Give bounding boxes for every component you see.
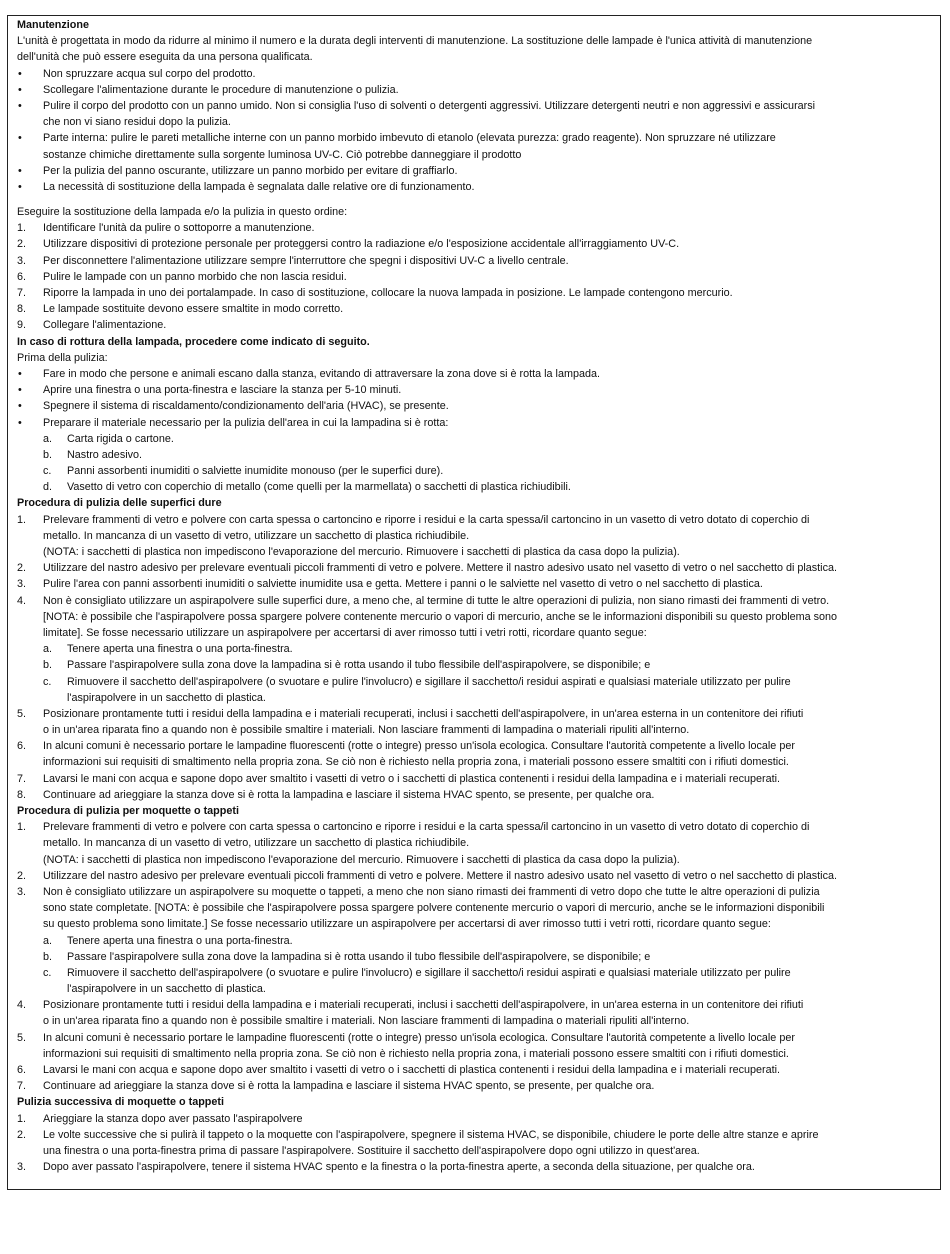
item-text: Lavarsi le mani con acqua e sapone dopo aver smaltito i vasetti di vetro o i sacchetti di plastica contenenti i residui della lampadina e i materiali recuperati. [43,772,780,785]
sub-item [17,965,932,981]
section-5 [17,1094,932,1175]
sub-item [17,463,932,479]
item-text: Utilizzare del nastro adesivo per prelevare eventuali piccoli frammenti di vetro e polvere. Mettere il nastro adesivo usato nel vasetto di vetro o nel sacchetto di plastica. [43,869,837,882]
sub-item [17,674,932,690]
intro-text: Prima della pulizia: [17,351,108,364]
bullet-item [17,415,932,431]
numbered-item [17,997,932,1013]
item-number: 7. [17,772,27,785]
sub-item-text: Passare l'aspirapolvere sulla zona dove la lampadina si è rotta usando il tubo flessibile dell'aspirapolvere, se disponibile; e [67,950,651,963]
item-number: 1. [17,222,27,235]
sub-item-text: Carta rigida o cartone. [67,432,174,445]
numbered-item [17,738,932,754]
item-text: Utilizzare del nastro adesivo per prelevare eventuali piccoli frammenti di vetro e polvere. Mettere il nastro adesivo usato nel vasetto di vetro o nel sacchetto di plastica. [43,562,837,575]
item-text-continuation: o in un'area riparata fino a quando non è possibile smaltire i materiali. Non lasciare frammenti di lampadina o materiali ripuliti all'interno. [43,724,690,737]
item-text: In alcuni comuni è necessario portare le lampadine fluorescenti (rotte o integre) presso un'isola ecologica. Consultare l'autorità competente a livello locale per [43,740,795,753]
section-1 [17,195,932,334]
section-heading: Pulizia successiva di moquette o tappeti [17,1096,224,1109]
item-text: Per disconnettere l'alimentazione utilizzare sempre l'interruttore che spegni i dispositivi UV-C a livello centrale. [43,254,569,267]
item-text: Collegare l'alimentazione. [43,319,167,332]
item-text: Posizionare prontamente tutti i residui della lampadina e i materiali recuperati, inclusi i sacchetti dell'aspirapolvere, in un'area esterna in un contenitore dei rifiuti [43,999,804,1012]
bullet-item [17,366,932,382]
item-number: 1. [17,1112,27,1125]
item-number: 5. [17,1031,27,1044]
paragraph-line: L'unità è progettata in modo da ridurre al minimo il numero e la durata degli interventi di manutenzione. La sostituzione delle lampade è l'unica attività di manutenzione [17,35,813,48]
item-text: Continuare ad arieggiare la stanza dove si è rotta la lampadina e lasciare il sistema HVAC spento, se presente, per qualche ora. [43,1080,655,1093]
section-heading: In caso di rottura della lampada, procedere come indicato di seguito. [17,335,370,348]
item-text: Utilizzare dispositivi di protezione personale per proteggersi contro la radiazione e/o l'esposizione accidentale all'irraggiamento UV-C. [43,238,680,251]
item-text: In alcuni comuni è necessario portare le lampadine fluorescenti (rotte o integre) presso un'isola ecologica. Consultare l'autorità competente a livello locale per [43,1031,795,1044]
item-text-continuation: (NOTA: i sacchetti di plastica non impediscono l'evaporazione del mercurio. Rimuovere i sacchetti di plastica da casa dopo la pulizia). [43,546,680,558]
item-text: Riporre la lampada in uno dei portalampade. In caso di sostituzione, collocare la nuova lampada in posizione. Le lampade contengono mercurio. [43,287,733,299]
sub-item-text: Panni assorbenti inumiditi o salviette inumidite monouso (per le superfici dure). [67,465,444,478]
sub-item-text: Passare l'aspirapolvere sulla zona dove la lampadina si è rotta usando il tubo flessibile dell'aspirapolvere, se disponibile; e [67,659,651,672]
item-number: 3. [17,885,27,898]
item-number: 3. [17,254,27,267]
item-number: 4. [17,999,27,1012]
item-text-continuation: su questo problema sono limitate.] Se fosse necessario utilizzare un aspirapolvere per accertarsi di aver rimosso tutti i vetri rotti, ricordare quanto segue: [43,918,771,931]
numbered-item [17,1078,932,1094]
sub-item-text: Tenere aperta una finestra o una porta-finestra. [67,934,293,947]
item-text-continuation: informazioni sui requisiti di smaltimento nella propria zona. Se ciò non è richiesto nella propria zona, i materiali possono essere smaltiti con i rifiuti domestici. [43,1047,789,1060]
sub-item-letter: a. [43,432,53,445]
bullet-item [17,66,932,82]
item-text: Identificare l'unità da pulire o sottoporre a manutenzione. [43,222,315,235]
item-text: Non è consigliato utilizzare un aspirapolvere sulle superfici dure, a meno che, al termine di tutte le altre operazioni di pulizia, non siano rimasti dei frammenti di vetro. [43,594,830,607]
sub-item-text: Tenere aperta una finestra o una porta-finestra. [67,643,293,656]
bullet-marker: • [18,132,22,145]
item-number: 7. [17,287,27,299]
sub-item-text: Vasetto di vetro con coperchio di metallo (come quelli per la marmellata) o sacchetti di plastica richiudibili. [67,481,571,494]
sub-item-letter: c. [43,675,52,688]
numbered-item [17,593,932,609]
numbered-item [17,576,932,592]
section-heading: Procedura di pulizia delle superfici dure [17,497,222,510]
item-text: Pulire l'area con panni assorbenti inumiditi o salviette inumidite usa e getta. Mettere i panni o le salviette nel vasetto di vetro o nel sacchetto di plastica. [43,578,763,591]
numbered-item [17,317,932,333]
sub-item-text-continuation: l'aspirapolvere in un sacchetto di plastica. [67,691,266,704]
numbered-item [17,819,932,835]
intro-text: Eseguire la sostituzione della lampada e/o la pulizia in questo ordine: [17,206,348,219]
item-number: 3. [17,1161,27,1174]
item-text-continuation: informazioni sui requisiti di smaltimento nella propria zona. Se ciò non è richiesto nella propria zona, i materiali possono essere smaltiti con i rifiuti domestici. [43,756,789,769]
numbered-item [17,285,932,301]
numbered-item [17,706,932,722]
bullet-item [17,82,932,98]
bullet-item [17,398,932,414]
item-number: 8. [17,788,27,801]
section-4 [17,803,932,1094]
section-spacer [17,195,932,204]
numbered-item [17,301,932,317]
item-text-continuation: o in un'area riparata fino a quando non è possibile smaltire i materiali. Non lasciare frammenti di lampadina o materiali ripuliti all'interno. [43,1015,690,1028]
sub-item [17,933,932,949]
item-text-continuation: sono state completate. [NOTA: è possibile che l'aspirapolvere possa spargere polvere contenente mercurio o vapori di mercurio, anche se le informazioni disponibili [43,902,825,915]
item-number: 2. [17,238,27,251]
item-text-continuation: metallo. In mancanza di un vasetto di vetro, utilizzare un sacchetto di plastica richiudibile. [43,529,470,542]
bullet-marker: • [18,83,22,96]
item-text: Prelevare frammenti di vetro e polvere con carta spessa o cartoncino e riporre i residui e la carta spessa/il cartoncino in un vasetto di vetro dotato di coperchio di [43,513,810,526]
item-number: 2. [17,562,27,575]
section-heading: Procedura di pulizia per moquette o tappeti [17,805,239,817]
item-text-continuation: sostanze chimiche direttamente sulla sorgente luminosa UV-C. Ciò potrebbe danneggiare il prodotto [43,148,522,161]
item-number: 1. [17,821,27,834]
sub-item [17,641,932,657]
item-text: Spegnere il sistema di riscaldamento/condizionamento dell'aria (HVAC), se presente. [43,400,449,413]
numbered-item [17,512,932,528]
item-text: Dopo aver passato l'aspirapolvere, tenere il sistema HVAC spento e la finestra o la porta-finestra aperte, a seconda della situazione, per qualche ora. [43,1161,755,1174]
numbered-item [17,1062,932,1078]
numbered-item [17,868,932,884]
item-number: 9. [17,319,27,332]
numbered-item [17,1159,932,1175]
sub-item [17,949,932,965]
sub-item-text: Nastro adesivo. [67,448,143,461]
item-text: Posizionare prontamente tutti i residui della lampadina e i materiali recuperati, inclusi i sacchetti dell'aspirapolvere, in un'area esterna in un contenitore dei rifiuti [43,707,804,720]
numbered-item [17,771,932,787]
bullet-item [17,163,932,179]
item-text: La necessità di sostituzione della lampada è segnalata dalle relative ore di funzionamento. [43,180,475,193]
sub-item-text: Rimuovere il sacchetto dell'aspirapolvere (o svuotare e pulire l'involucro) e sigillare il sacchetto/i residui aspirati e qualsiasi materiale utilizzato per pulire [67,675,791,688]
item-text: Arieggiare la stanza dopo aver passato l'aspirapolvere [43,1112,303,1125]
numbered-item [17,1127,932,1143]
item-number: 1. [17,513,27,526]
numbered-item [17,236,932,252]
item-text: Non spruzzare acqua sul corpo del prodotto. [43,67,256,80]
item-text-continuation: metallo. In mancanza di un vasetto di vetro, utilizzare un sacchetto di plastica richiudibile. [43,837,470,850]
item-text: Per la pulizia del panno oscurante, utilizzare un panno morbido per evitare di graffiarlo. [43,164,458,177]
item-text: Scollegare l'alimentazione durante le procedure di manutenzione o pulizia. [43,83,399,96]
numbered-item [17,1111,932,1127]
item-text: Preparare il materiale necessario per la pulizia dell'area in cui la lampadina si è rotta: [43,416,449,429]
bullet-marker: • [18,164,22,177]
section-3 [17,495,932,803]
item-text: Fare in modo che persone e animali escano dalla stanza, evitando di attraversare la zona dove si è rotta la lampada. [43,367,600,380]
item-text-continuation: limitate]. Se fosse necessario utilizzare un aspirapolvere per accertarsi di aver rimosso tutti i vetri rotti, ricordare quanto segue: [43,626,647,639]
item-text: Parte interna: pulire le pareti metalliche interne con un panno morbido imbevuto di etanolo (elevata purezza: grado reagente). Non spruzzare né utilizzare [43,132,776,145]
numbered-item [17,1030,932,1046]
sub-item-letter: c. [43,966,52,979]
sub-item-letter: b. [43,950,53,963]
section-2 [17,334,932,496]
item-number: 7. [17,1080,27,1093]
bullet-marker: • [18,416,22,429]
sub-item-letter: c. [43,465,52,478]
item-text-continuation: che non vi siano residui dopo la pulizia. [43,116,231,129]
item-text: Pulire il corpo del prodotto con un panno umido. Non si consiglia l'uso di solventi o detergenti aggressivi. Utilizzare detergenti neutri e non aggressivi e assicurarsi [43,99,816,112]
item-number: 6. [17,1064,27,1076]
sub-item-letter: b. [43,659,53,672]
sub-item-text: Rimuovere il sacchetto dell'aspirapolvere (o svuotare e pulire l'involucro) e sigillare il sacchetto/i residui aspirati e qualsiasi materiale utilizzato per pulire [67,966,791,979]
bullet-marker: • [18,99,22,112]
sub-item-text-continuation: l'aspirapolvere in un sacchetto di plastica. [67,983,266,996]
section-heading: Manutenzione [17,19,89,31]
item-number: 3. [17,578,27,591]
item-text-continuation: [NOTA: è possibile che l'aspirapolvere possa spargere polvere contenente mercurio o vapori di mercurio, anche se le informazioni disponibili su questo problema sono [43,610,838,623]
sub-item [17,447,932,463]
paragraph-line: dell'unità che può essere eseguita da una persona qualificata. [17,51,313,64]
bullet-item [17,179,932,195]
sub-item [17,657,932,673]
sub-item-letter: d. [43,481,53,494]
bullet-marker: • [18,367,22,380]
item-number: 6. [17,270,27,283]
item-text: Le lampade sostituite devono essere smaltite in modo corretto. [43,303,344,316]
item-text-continuation: una finestra o una porta-finestra prima di passare l'aspirapolvere. Sostituire il sacchetto dell'aspirapolvere dopo ogni utilizzo in quest'area. [43,1144,700,1157]
bullet-item [17,382,932,398]
numbered-item [17,269,932,285]
item-text: Non è consigliato utilizzare un aspirapolvere su moquette o tappeti, a meno che non siano rimasti dei frammenti di vetro dopo che tutte le altre operazioni di pulizia [43,885,820,898]
bullet-item [17,130,932,146]
bullet-marker: • [18,384,22,397]
sub-item-letter: a. [43,643,53,656]
numbered-item [17,884,932,900]
numbered-item [17,787,932,803]
numbered-item [17,253,932,269]
item-text: Le volte successive che si pulirà il tappeto o la moquette con l'aspirapolvere, spegnere il sistema HVAC, se disponibile, chiudere le porte delle altre stanze e aprire [43,1128,819,1141]
numbered-item [17,560,932,576]
item-text: Aprire una finestra o una porta-finestra e lasciare la stanza per 5-10 minuti. [43,384,402,397]
item-number: 8. [17,303,27,316]
item-text-continuation: (NOTA: i sacchetti di plastica non impediscono l'evaporazione del mercurio. Rimuovere i sacchetti di plastica da casa dopo la pulizia). [43,853,680,866]
sub-item [17,479,932,495]
bullet-marker: • [18,400,22,413]
item-number: 2. [17,1128,27,1141]
item-number: 5. [17,707,27,720]
item-number: 2. [17,869,27,882]
numbered-item [17,220,932,236]
sub-item-letter: b. [43,448,53,461]
sub-item [17,431,932,447]
document-frame [7,15,941,1190]
section-0 [17,17,932,195]
sub-item-letter: a. [43,934,53,947]
bullet-item [17,98,932,114]
item-text: Continuare ad arieggiare la stanza dove si è rotta la lampadina e lasciare il sistema HVAC spento, se presente, per qualche ora. [43,788,655,801]
document-body [17,17,932,1175]
item-number: 4. [17,594,27,607]
item-text: Prelevare frammenti di vetro e polvere con carta spessa o cartoncino e riporre i residui e la carta spessa/il cartoncino in un vasetto di vetro dotato di coperchio di [43,821,810,834]
item-text: Pulire le lampade con un panno morbido che non lascia residui. [43,270,347,283]
bullet-marker: • [18,67,22,80]
item-text: Lavarsi le mani con acqua e sapone dopo aver smaltito i vasetti di vetro o i sacchetti di plastica contenenti i residui della lampadina e i materiali recuperati. [43,1064,780,1076]
item-number: 6. [17,740,27,753]
bullet-marker: • [18,180,22,193]
